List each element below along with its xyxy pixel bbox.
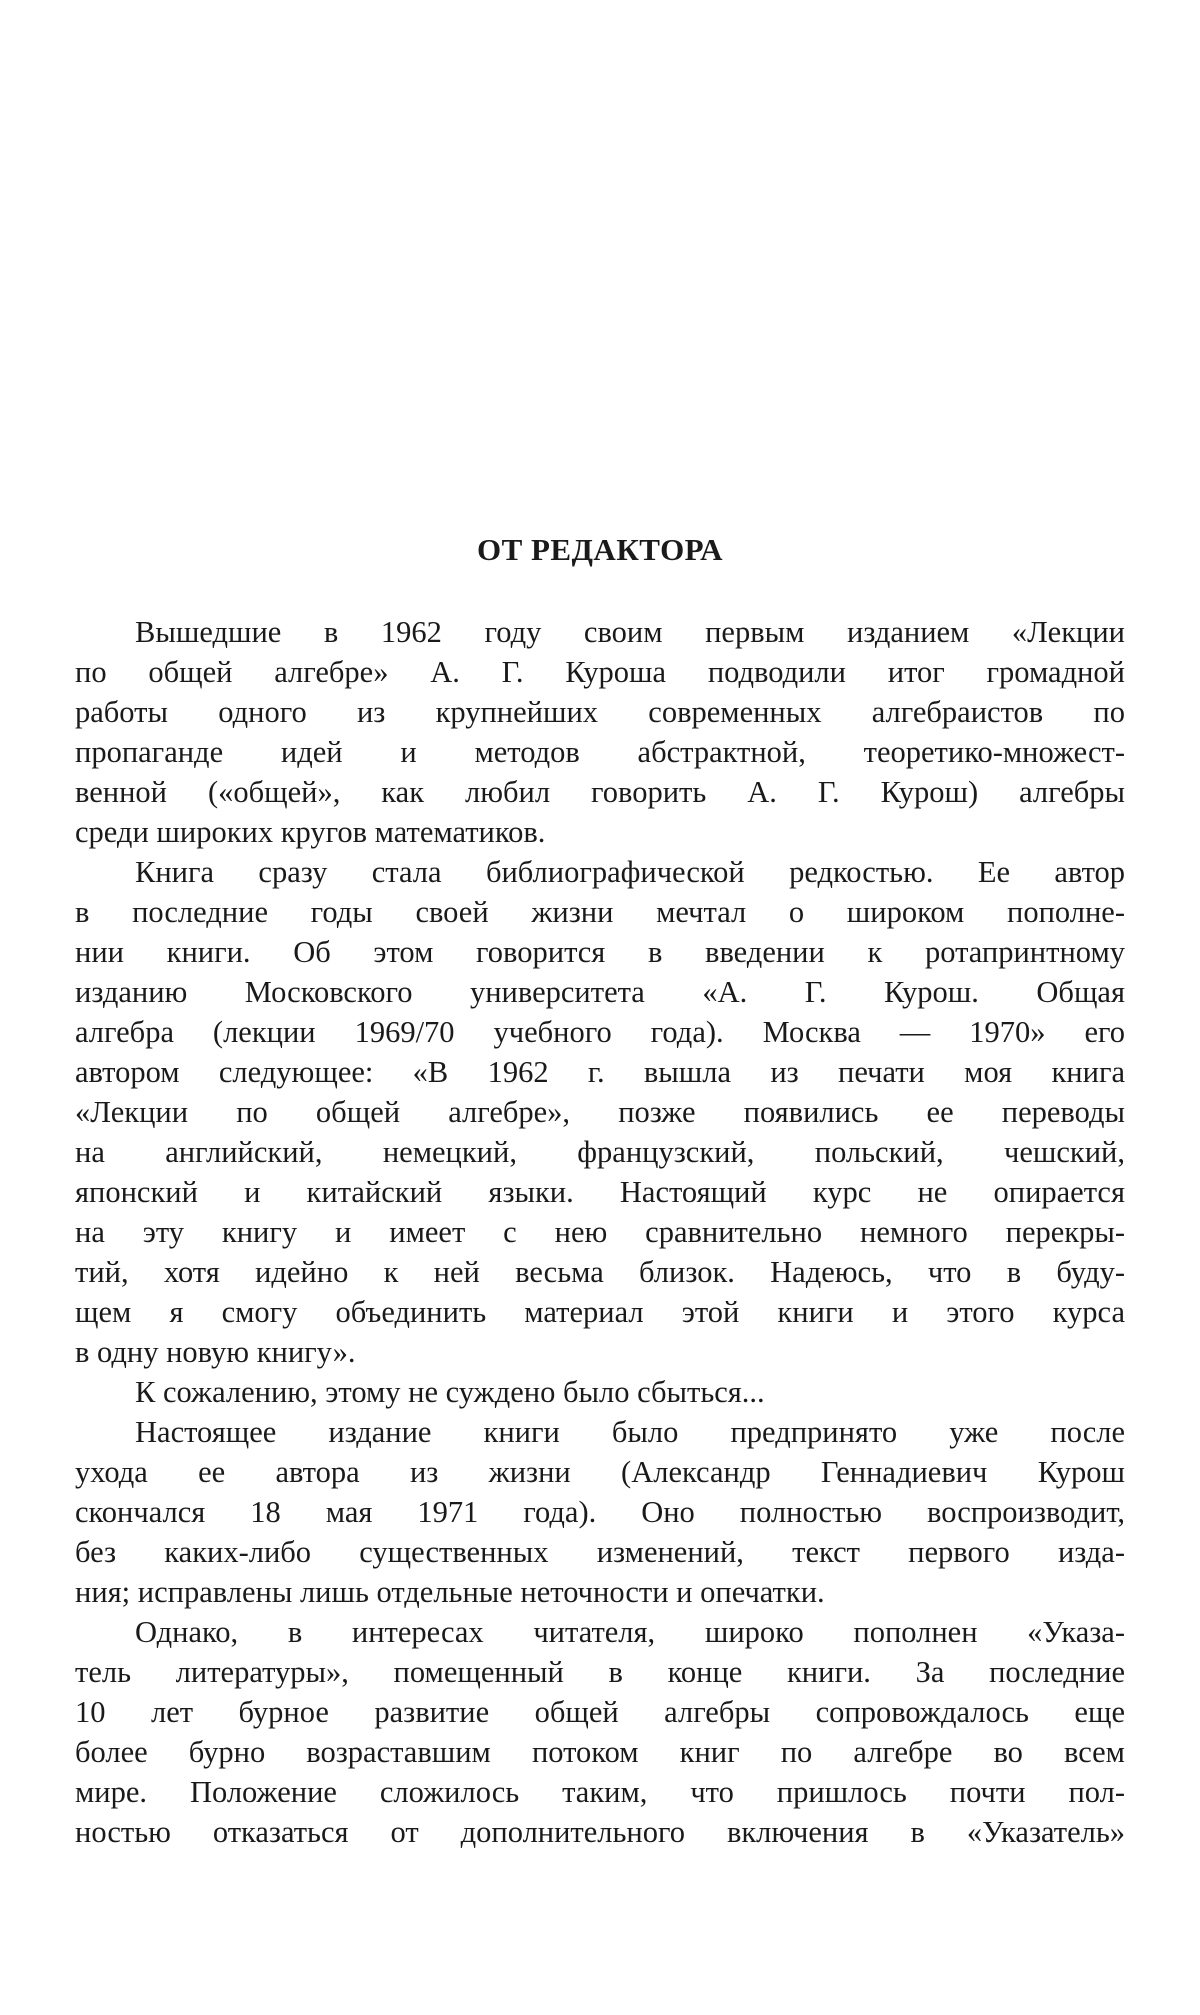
- text-line: мире. Положение сложилось таким, что пришлось почти пол-: [75, 1772, 1125, 1812]
- text-line: нии книги. Об этом говорится в введении к ротапринтному: [75, 932, 1125, 972]
- text-line: тий, хотя идейно к ней весьма близок. Надеюсь, что в буду-: [75, 1252, 1125, 1292]
- text-line: японский и китайский языки. Настоящий курс не опирается: [75, 1172, 1125, 1212]
- text-line: среди широких кругов математиков.: [75, 812, 1125, 852]
- text-line: щем я смогу объединить материал этой книги и этого курса: [75, 1292, 1125, 1332]
- text-line: автором следующее: «В 1962 г. вышла из печати моя книга: [75, 1052, 1125, 1092]
- text-line: К сожалению, этому не суждено было сбыться...: [75, 1372, 1125, 1412]
- page-title: ОТ РЕДАКТОРА: [0, 532, 1200, 568]
- text-line: без каких-либо существенных изменений, текст первого изда-: [75, 1532, 1125, 1572]
- text-line: работы одного из крупнейших современных алгебраистов по: [75, 692, 1125, 732]
- text-line: Книга сразу стала библиографической редкостью. Ее автор: [75, 852, 1125, 892]
- text-line: изданию Московского университета «А. Г. Курош. Общая: [75, 972, 1125, 1012]
- text-line: на эту книгу и имеет с нею сравнительно немного перекры-: [75, 1212, 1125, 1252]
- text-line: на английский, немецкий, французский, польский, чешский,: [75, 1132, 1125, 1172]
- text-line: 10 лет бурное развитие общей алгебры сопровождалось еще: [75, 1692, 1125, 1732]
- text-line: ния; исправлены лишь отдельные неточности и опечатки.: [75, 1572, 1125, 1612]
- text-line: в одну новую книгу».: [75, 1332, 1125, 1372]
- text-line: венной («общей», как любил говорить А. Г. Курош) алгебры: [75, 772, 1125, 812]
- text-line: Вышедшие в 1962 году своим первым изданием «Лекции: [75, 612, 1125, 652]
- text-line: более бурно возраставшим потоком книг по алгебре во всем: [75, 1732, 1125, 1772]
- body-text: [75, 612, 1125, 1852]
- text-line: Настоящее издание книги было предпринято уже после: [75, 1412, 1125, 1452]
- book-page: [0, 0, 1200, 2015]
- text-line: тель литературы», помещенный в конце книги. За последние: [75, 1652, 1125, 1692]
- text-line: «Лекции по общей алгебре», позже появились ее переводы: [75, 1092, 1125, 1132]
- text-line: ухода ее автора из жизни (Александр Геннадиевич Курош: [75, 1452, 1125, 1492]
- text-line: алгебра (лекции 1969/70 учебного года). Москва — 1970» его: [75, 1012, 1125, 1052]
- text-line: ностью отказаться от дополнительного включения в «Указатель»: [75, 1812, 1125, 1852]
- text-line: по общей алгебре» А. Г. Куроша подводили итог громадной: [75, 652, 1125, 692]
- text-line: Однако, в интересах читателя, широко пополнен «Указа-: [75, 1612, 1125, 1652]
- text-line: пропаганде идей и методов абстрактной, теоретико-множест-: [75, 732, 1125, 772]
- text-line: в последние годы своей жизни мечтал о широком пополне-: [75, 892, 1125, 932]
- text-line: скончался 18 мая 1971 года). Оно полностью воспроизводит,: [75, 1492, 1125, 1532]
